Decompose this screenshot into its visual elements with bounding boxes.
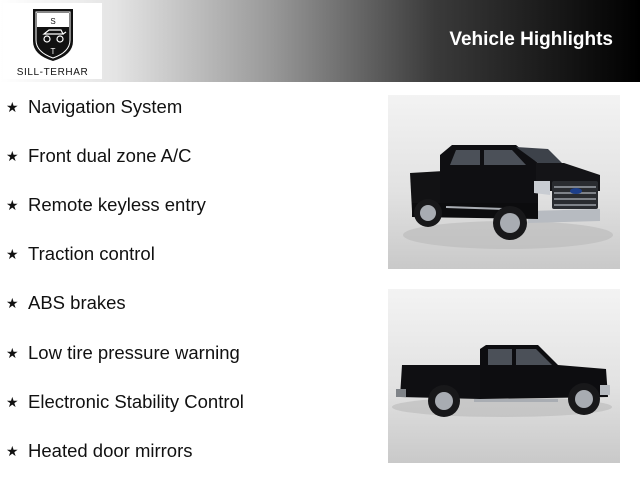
dealer-name: SILL-TERHAR xyxy=(16,67,89,78)
feature-label: Navigation System xyxy=(28,96,183,117)
list-item xyxy=(6,143,192,169)
feature-label: ABS brakes xyxy=(28,292,126,313)
star-icon: ★ xyxy=(6,99,19,115)
feature-label: Low tire pressure warning xyxy=(28,342,240,363)
header-bar xyxy=(0,0,640,82)
logo-letter-t: T xyxy=(50,47,56,56)
star-icon: ★ xyxy=(6,148,19,164)
star-icon: ★ xyxy=(6,345,19,361)
star-icon: ★ xyxy=(6,295,19,311)
logo-letter-s: S xyxy=(50,17,56,26)
feature-label: Electronic Stability Control xyxy=(28,391,244,412)
list-item xyxy=(6,290,126,316)
vehicle-photo-front[interactable] xyxy=(388,95,620,269)
page-title: Vehicle Highlights xyxy=(449,29,613,50)
list-item xyxy=(6,192,206,218)
star-icon: ★ xyxy=(6,246,19,262)
list-item xyxy=(6,438,193,464)
feature-label: Front dual zone A/C xyxy=(28,145,192,166)
list-item xyxy=(6,340,240,366)
feature-label: Remote keyless entry xyxy=(28,194,206,215)
star-icon: ★ xyxy=(6,197,19,213)
vehicle-photo-side[interactable] xyxy=(388,289,620,463)
list-item xyxy=(6,389,244,415)
list-item xyxy=(6,94,182,120)
list-item xyxy=(6,241,155,267)
star-icon: ★ xyxy=(6,394,19,410)
dealer-logo[interactable] xyxy=(3,3,102,79)
shield-logo-icon xyxy=(3,3,102,67)
star-icon: ★ xyxy=(6,443,19,459)
feature-label: Traction control xyxy=(28,243,155,264)
feature-label: Heated door mirrors xyxy=(28,440,193,461)
